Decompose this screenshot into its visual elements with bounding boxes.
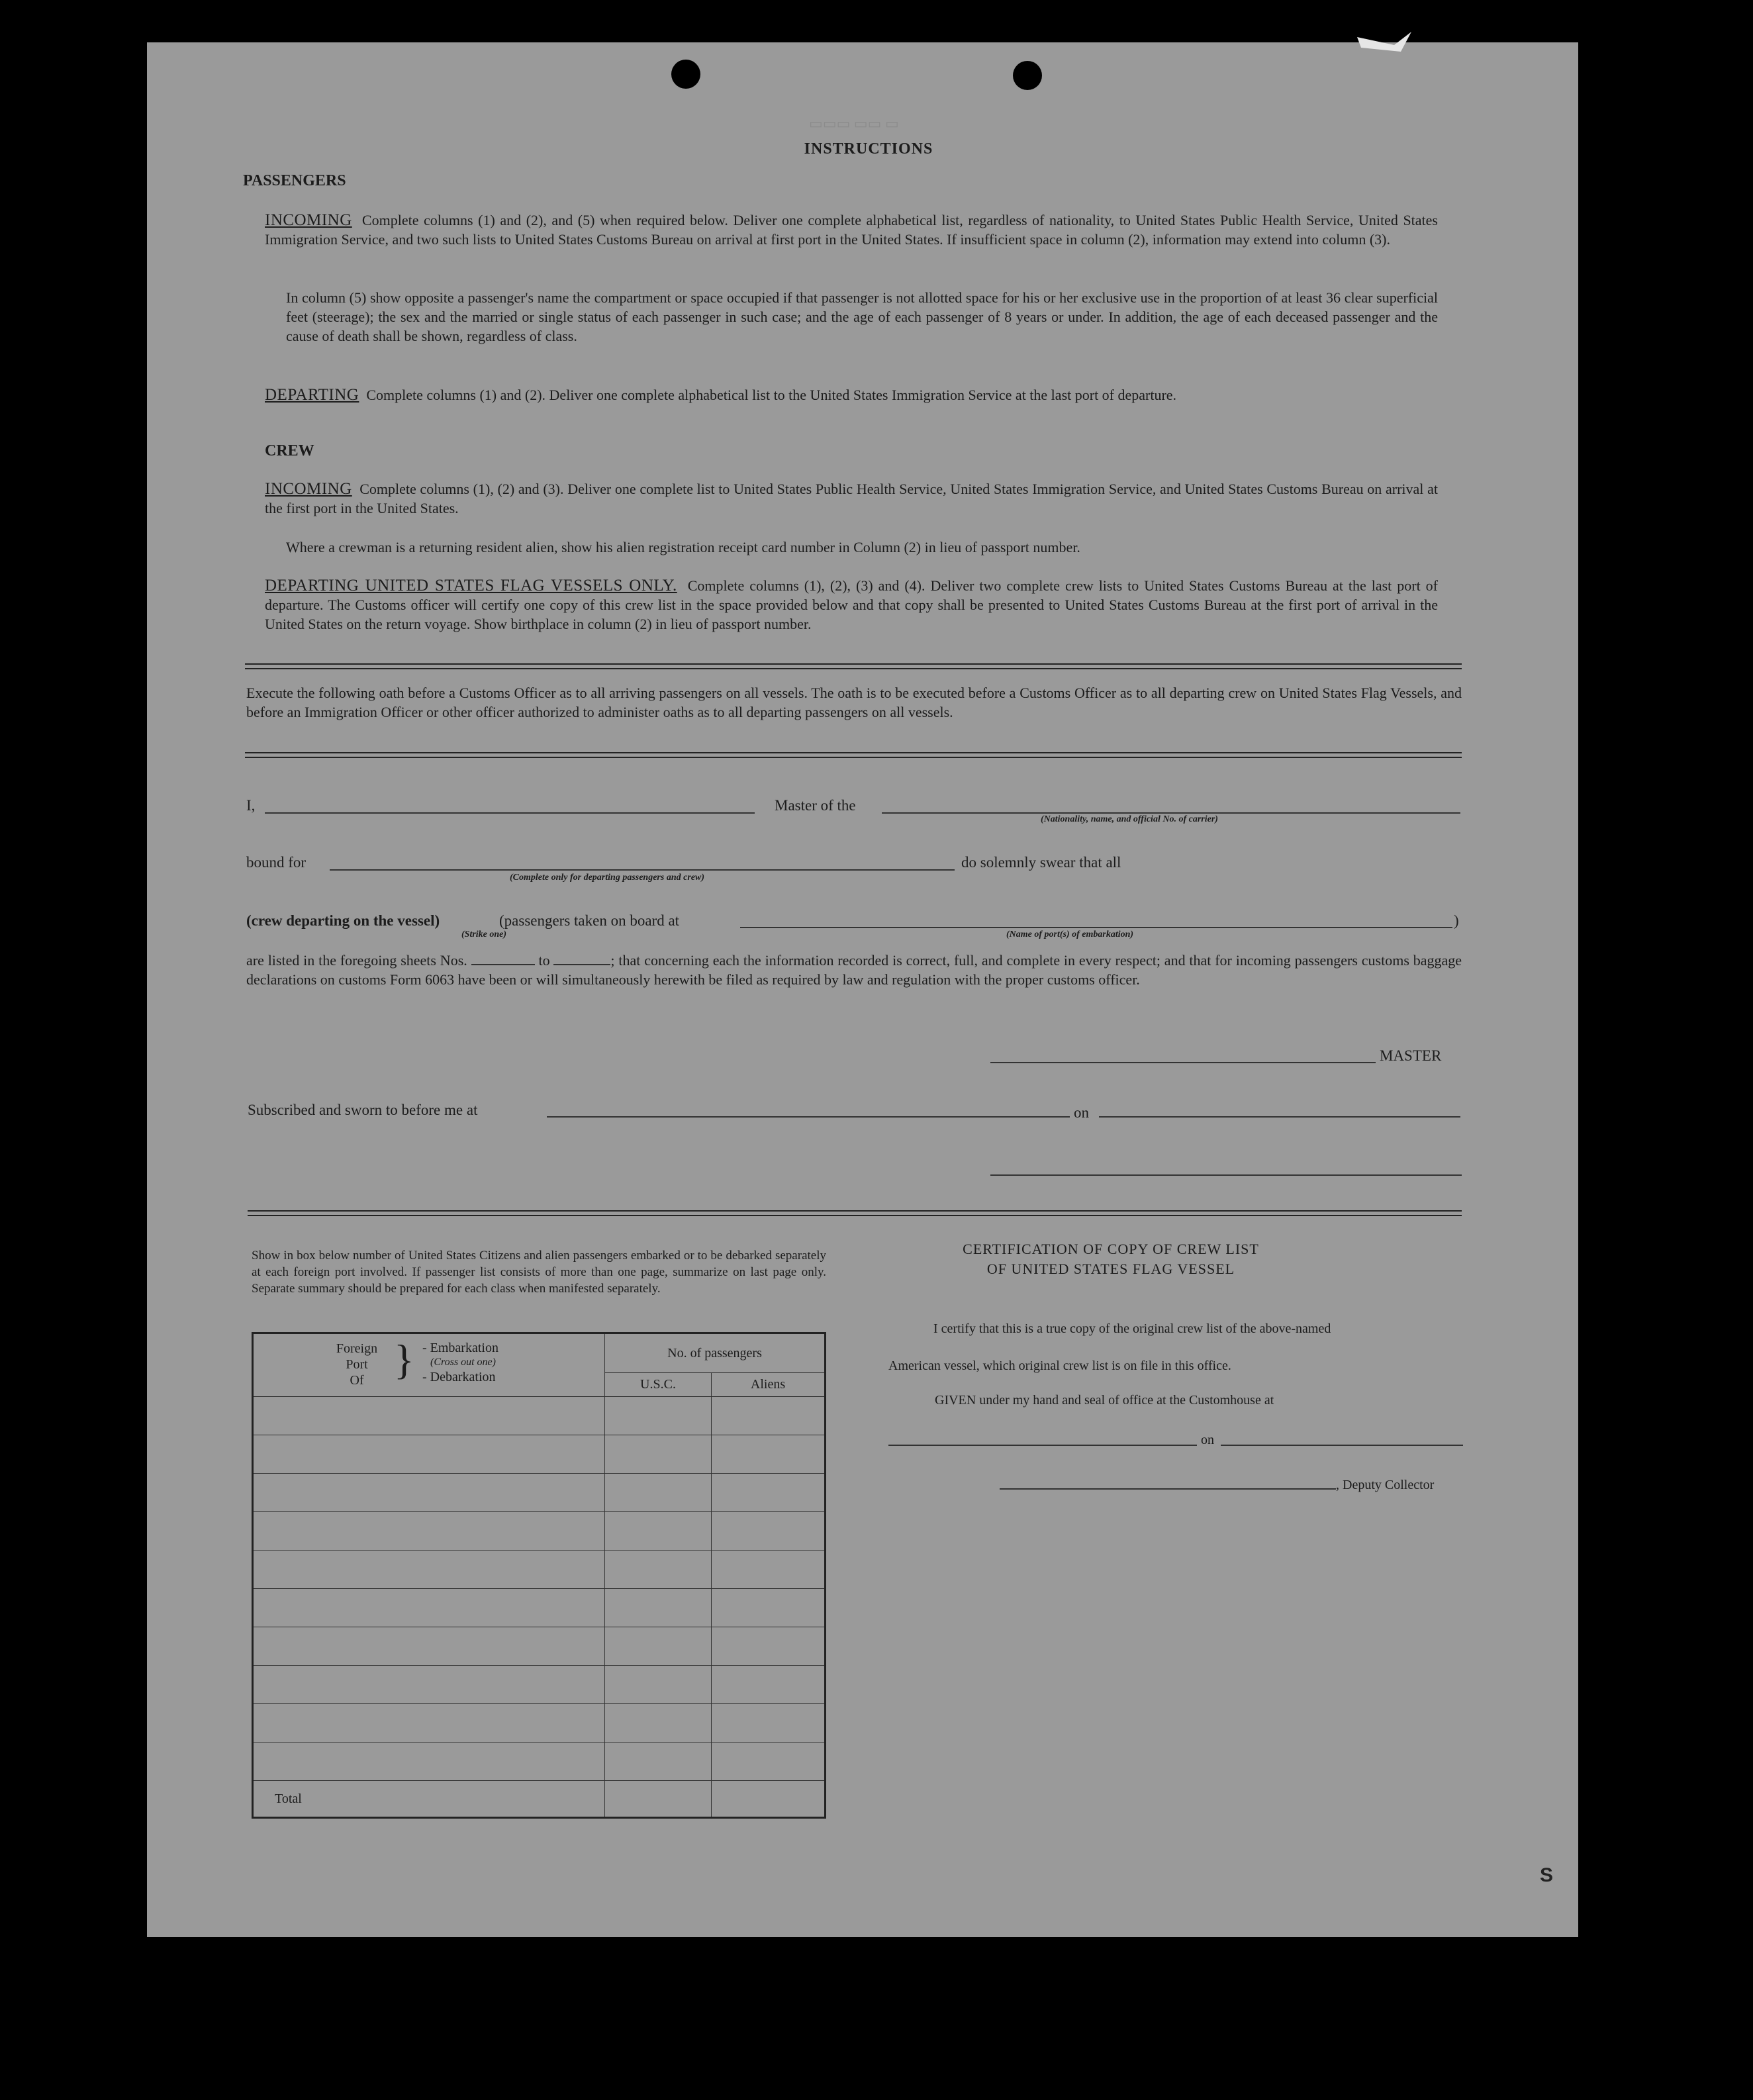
- divider-top: [245, 663, 1462, 669]
- port-cell[interactable]: [253, 1397, 605, 1435]
- usc-cell[interactable]: [605, 1704, 712, 1742]
- usc-cell[interactable]: [605, 1397, 712, 1435]
- port-label: Port: [346, 1357, 368, 1372]
- port-cell[interactable]: [253, 1512, 605, 1551]
- crew-incoming-text: Complete columns (1), (2) and (3). Deliver one complete list to United States Public Health Service, United States Immigration Service, and United States Customs Bureau on arrival at the first port in the United States.: [265, 481, 1438, 516]
- strike-one-caption: (Strike one): [461, 930, 507, 939]
- total-label: [253, 1781, 605, 1818]
- master-signature-field[interactable]: [990, 1062, 1376, 1063]
- aliens-cell[interactable]: [712, 1474, 826, 1512]
- to-label: to: [538, 952, 550, 969]
- no-of-passengers-header: No. of passengers: [605, 1333, 826, 1373]
- crew-departing-label: DEPARTING UNITED STATES FLAG VESSELS ONLY.: [265, 577, 677, 595]
- certification-title-line-2: OF UNITED STATES FLAG VESSEL: [986, 1261, 1235, 1277]
- swear-label: do solemnly swear that all: [961, 854, 1121, 871]
- certification-title: [899, 1239, 1323, 1279]
- embarkation-option[interactable]: - Embarkation: [422, 1341, 498, 1355]
- passengers-departing-label: DEPARTING: [265, 386, 359, 404]
- paper-tab-icon: [1354, 25, 1414, 58]
- passengers-departing-text: Complete columns (1) and (2). Deliver one complete alphabetical list to the United States Immigration Service at the last port of departure.: [366, 387, 1177, 403]
- total-aliens-cell[interactable]: [712, 1781, 826, 1818]
- sheet-to-field[interactable]: [553, 952, 610, 965]
- port-cell[interactable]: [253, 1627, 605, 1666]
- summary-note: Show in box below number of United States Citizens and alien passengers embarked or to be debarked separately at each foreign port involved. If passenger list consists of more than one page, summarize on last page only. Separate summary should be prepared for each class when manifested separately.: [252, 1249, 826, 1296]
- port-cell[interactable]: [253, 1551, 605, 1589]
- ports-caption: (Name of port(s) of embarkation): [1006, 930, 1134, 939]
- port-cell[interactable]: [253, 1435, 605, 1474]
- aliens-cell[interactable]: [712, 1435, 826, 1474]
- port-cell[interactable]: [253, 1704, 605, 1742]
- foreign-label: Foreign: [336, 1341, 378, 1356]
- certification-line-3: GIVEN under my hand and seal of office at the Customhouse at: [935, 1393, 1274, 1408]
- foreign-port-of-label: [320, 1341, 394, 1388]
- usc-cell[interactable]: [605, 1512, 712, 1551]
- aliens-cell[interactable]: [712, 1397, 826, 1435]
- cross-out-note: (Cross out one): [430, 1357, 496, 1368]
- brace-icon: }: [394, 1336, 414, 1383]
- usc-cell[interactable]: [605, 1551, 712, 1589]
- deputy-signature-field[interactable]: [1000, 1488, 1336, 1490]
- listed-rest: ; that concerning each the information recorded is correct, full, and complete in every respect; and that for incoming passengers customs baggage declarations on customs Form 6063 have been or will simultaneously herewith be filed as required by law and regulation with the proper customs officer.: [246, 952, 1462, 988]
- passenger-summary-table: [252, 1332, 826, 1819]
- usc-cell[interactable]: [605, 1627, 712, 1666]
- bound-for-caption: (Complete only for departing passengers and crew): [510, 873, 704, 883]
- crew-departing-text: Complete columns (1), (2), (3) and (4). Deliver two complete crew lists to United States Customs Bureau at the last port of departure. The Customs officer will certify one copy of this crew list in the space provided below and that copy shall be presented to United States Customs Bureau at the first port of arrival in the United States on the return voyage. Show birthplace in column (2) in lieu of passport number.: [265, 577, 1439, 632]
- usc-header: U.S.C.: [605, 1373, 712, 1397]
- corner-mark: S: [1540, 1864, 1554, 1886]
- bleed-through-marks: ▭ ▭▭ ▭▭▭: [809, 115, 899, 132]
- aliens-cell[interactable]: [712, 1589, 826, 1627]
- passengers-incoming-label: INCOMING: [265, 211, 352, 229]
- port-cell[interactable]: [253, 1589, 605, 1627]
- port-cell[interactable]: [253, 1474, 605, 1512]
- usc-cell[interactable]: [605, 1742, 712, 1781]
- crew-departing-paragraph: [265, 576, 1438, 634]
- usc-cell[interactable]: [605, 1666, 712, 1704]
- usc-cell[interactable]: [605, 1435, 712, 1474]
- of-label: Of: [350, 1373, 364, 1388]
- close-paren: ): [1454, 912, 1459, 929]
- port-cell[interactable]: [253, 1742, 605, 1781]
- punch-hole-left: [671, 60, 700, 89]
- crew-resident-paragraph: Where a crewman is a returning resident alien, show his alien registration receipt card number in Column (2) in lieu of passport number.: [286, 539, 1080, 555]
- crew-incoming-label: INCOMING: [265, 480, 352, 498]
- aliens-cell[interactable]: [712, 1627, 826, 1666]
- embarkation-ports-field[interactable]: [740, 927, 1452, 928]
- port-cell[interactable]: [253, 1666, 605, 1704]
- port-header-cell: [253, 1333, 605, 1397]
- subscribed-date-field[interactable]: [1099, 1116, 1460, 1118]
- passengers-taken-option[interactable]: (passengers taken on board at: [499, 912, 680, 929]
- oath-intro: Execute the following oath before a Customs Officer as to all arriving passengers on all vessels. The oath is to be executed before a Customs Officer as to all departing crew on United States Flag Vessels, and before an Immigration Officer or other officer authorized to administer oaths as to all departing passengers on all vessels.: [246, 685, 1462, 720]
- passengers-incoming-text: Complete columns (1) and (2), and (5) when required below. Deliver one complete alphabetical list, regardless of nationality, to United States Public Health Service, United States Immigration Service, and two such lists to United States Customs Bureau on arrival at first port in the United States. If insufficient space in column (2), information may extend into column (3).: [265, 212, 1438, 248]
- usc-cell[interactable]: [605, 1589, 712, 1627]
- master-label: MASTER: [1380, 1047, 1442, 1064]
- carrier-field[interactable]: [882, 812, 1460, 814]
- nationality-caption: (Nationality, name, and official No. of carrier): [1041, 814, 1218, 824]
- listed-prefix: are listed in the foregoing sheets Nos.: [246, 952, 467, 969]
- debarkation-option[interactable]: - Debarkation: [422, 1370, 496, 1384]
- certification-line-2: American vessel, which original crew list is on file in this office.: [888, 1359, 1231, 1373]
- aliens-cell[interactable]: [712, 1666, 826, 1704]
- certification-line-1: I certify that this is a true copy of the original crew list of the above-named: [933, 1321, 1331, 1336]
- crew-departing-option[interactable]: (crew departing on the vessel): [246, 912, 440, 929]
- aliens-cell[interactable]: [712, 1742, 826, 1781]
- aliens-cell[interactable]: [712, 1512, 826, 1551]
- subscribed-on-label: on: [1074, 1104, 1089, 1121]
- instructions-heading: INSTRUCTIONS: [804, 140, 933, 158]
- form-sheet: [147, 42, 1578, 1937]
- usc-cell[interactable]: [605, 1474, 712, 1512]
- aliens-cell[interactable]: [712, 1704, 826, 1742]
- bound-for-field[interactable]: [330, 869, 955, 871]
- certification-on-label: on: [1201, 1433, 1214, 1447]
- passengers-section-title: PASSENGERS: [243, 172, 346, 189]
- punch-hole-right: [1013, 61, 1042, 90]
- divider-oath: [245, 752, 1462, 758]
- customhouse-field[interactable]: [888, 1445, 1197, 1446]
- sheet-from-field[interactable]: [471, 952, 535, 965]
- subscribed-label: Subscribed and sworn to before me at: [248, 1102, 478, 1118]
- total-text: Total: [275, 1791, 302, 1806]
- officer-signature-field[interactable]: [990, 1174, 1462, 1176]
- crew-incoming-paragraph: [265, 479, 1438, 518]
- certification-title-line-1: CERTIFICATION OF COPY OF CREW LIST: [963, 1241, 1259, 1257]
- subscribed-place-field[interactable]: [547, 1116, 1070, 1118]
- divider-bottom: [248, 1210, 1462, 1216]
- aliens-cell[interactable]: [712, 1551, 826, 1589]
- embark-debark-options: [422, 1341, 498, 1384]
- column5-paragraph: In column (5) show opposite a passenger's name the compartment or space occupied if that passenger is not allotted space for his or her exclusive use in the proportion of at least 36 clear superficial feet (steerage); the sex and the married or single status of each passenger in such case; and the age of each passenger of 8 years or under. In addition, the age of each deceased passenger and the cause of death shall be shown, regardless of class.: [286, 289, 1438, 344]
- crew-section-title: CREW: [265, 442, 314, 459]
- sheets-listed-paragraph: [246, 951, 1462, 989]
- passengers-incoming-paragraph: [265, 211, 1438, 249]
- total-usc-cell[interactable]: [605, 1781, 712, 1818]
- aliens-header: Aliens: [712, 1373, 826, 1397]
- master-name-field[interactable]: [265, 812, 755, 814]
- passengers-departing-paragraph: [265, 385, 1438, 405]
- certification-date-field[interactable]: [1221, 1445, 1463, 1446]
- bound-for-label: bound for: [246, 854, 307, 871]
- oath-i-label: I,: [246, 797, 256, 814]
- deputy-collector-label: , Deputy Collector: [1336, 1478, 1435, 1492]
- master-of-label: Master of the: [775, 797, 856, 814]
